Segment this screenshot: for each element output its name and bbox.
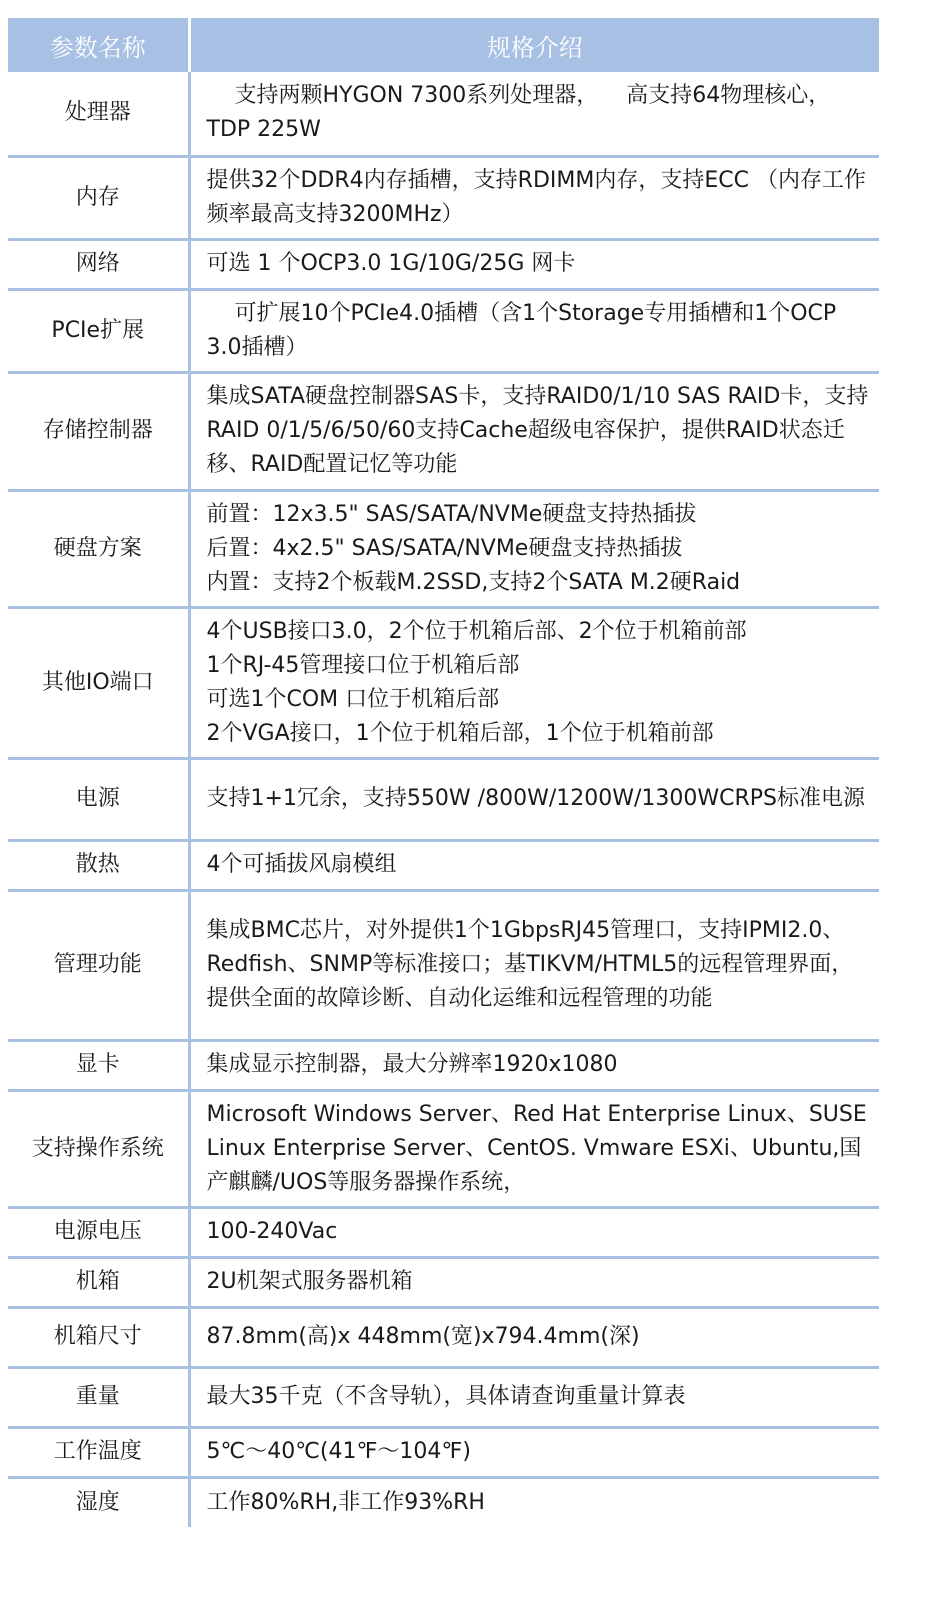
table-row <box>8 156 879 239</box>
param-name-cell: 显卡 <box>8 1040 189 1090</box>
table-row <box>8 1257 879 1307</box>
param-name-cell: 支持操作系统 <box>8 1090 189 1207</box>
param-name-cell: 存储控制器 <box>8 372 189 490</box>
spec-line: 集成SATA硬盘控制器SAS卡，支持RAID0/1/10 SAS RAID卡，支持RAID 0/1/5/6/50/60支持Cache超级电容保护，提供RAID状态迁移、RAID配置记忆等功能 <box>206 384 869 477</box>
spec-line: 可扩展10个PCIe4.0插槽（含1个Storage专用插槽和1个OCP 3.0插槽） <box>206 300 844 360</box>
spec-description-cell <box>189 890 879 1040</box>
table-row <box>8 607 879 758</box>
spec-line: 支持两颗HYGON 7300系列处理器， 高支持64物理核心， TDP 225W <box>206 83 859 143</box>
spec-line: 100-240Vac <box>206 1219 338 1244</box>
spec-description-cell <box>189 1307 879 1367</box>
table-row <box>8 840 879 890</box>
spec-description-cell <box>189 1257 879 1307</box>
spec-line: 集成BMC芯片，对外提供1个1GbpsRJ45管理口，支持IPMI2.0、Redfish、SNMP等标准接口；基TIKVM/HTML5的远程管理界面，提供全面的故障诊断、自动化运维和远程管理的功能 <box>206 918 854 1011</box>
spec-line: 最大35千克（不含导轨），具体请查询重量计算表 <box>206 1384 686 1409</box>
table-row <box>8 490 879 607</box>
param-name-cell: 网络 <box>8 239 189 289</box>
spec-line: 2U机架式服务器机箱 <box>206 1269 413 1294</box>
spec-description-cell <box>189 1207 879 1257</box>
table-row <box>8 1367 879 1427</box>
spec-table-container <box>8 18 879 1527</box>
spec-line: 集成显示控制器，最大分辨率1920x1080 <box>206 1052 618 1077</box>
spec-table <box>8 18 879 1527</box>
spec-line: 可选1个COM 口位于机箱后部 <box>206 686 500 712</box>
spec-description-cell <box>189 289 879 372</box>
table-row <box>8 239 879 289</box>
spec-description-cell <box>189 607 879 758</box>
param-name-cell: 散热 <box>8 840 189 890</box>
spec-description-cell <box>189 1427 879 1477</box>
spec-description-cell <box>189 72 879 156</box>
param-name-cell: 处理器 <box>8 72 189 156</box>
spec-description-cell <box>189 490 879 607</box>
param-name-cell: 硬盘方案 <box>8 490 189 607</box>
spec-line: 1个RJ-45管理接口位于机箱后部 <box>206 652 520 678</box>
param-name-cell: 电源 <box>8 758 189 840</box>
param-name-cell: 工作温度 <box>8 1427 189 1477</box>
param-name-cell: 电源电压 <box>8 1207 189 1257</box>
spec-description-cell <box>189 156 879 239</box>
param-name-cell: 内存 <box>8 156 189 239</box>
spec-line: 前置：12x3.5" SAS/SATA/NVMe硬盘支持热插拔 <box>206 501 697 527</box>
spec-description-cell <box>189 1040 879 1090</box>
spec-line: 5℃～40℃(41℉～104℉) <box>206 1439 471 1464</box>
table-row <box>8 289 879 372</box>
table-row <box>8 372 879 490</box>
param-name-cell: 湿度 <box>8 1477 189 1527</box>
param-name-cell: 机箱 <box>8 1257 189 1307</box>
table-row <box>8 72 879 156</box>
table-row <box>8 1427 879 1477</box>
spec-description-cell <box>189 758 879 840</box>
spec-line: 支持1+1冗余，支持550W /800W/1200W/1300WCRPS标准电源 <box>206 786 866 811</box>
param-name-cell: PCIe扩展 <box>8 289 189 372</box>
table-row <box>8 1477 879 1527</box>
param-name-cell: 重量 <box>8 1367 189 1427</box>
spec-line: 可选 1 个OCP3.0 1G/10G/25G 网卡 <box>206 251 576 276</box>
header-param-name: 参数名称 <box>8 18 189 72</box>
spec-line: 4个USB接口3.0，2个位于机箱后部、2个位于机箱前部 <box>206 618 747 644</box>
spec-description-cell <box>189 840 879 890</box>
table-row <box>8 1207 879 1257</box>
table-row <box>8 1040 879 1090</box>
table-row <box>8 1307 879 1367</box>
table-header-row <box>8 18 879 72</box>
param-name-cell: 机箱尺寸 <box>8 1307 189 1367</box>
table-row <box>8 890 879 1040</box>
spec-description-cell <box>189 239 879 289</box>
spec-line: 87.8mm(高)x 448mm(宽)x794.4mm(深) <box>206 1324 640 1349</box>
table-body <box>8 72 879 1527</box>
spec-description-cell <box>189 1090 879 1207</box>
spec-line: 2个VGA接口，1个位于机箱后部，1个位于机箱前部 <box>206 720 714 746</box>
table-row <box>8 1090 879 1207</box>
spec-line: 工作80%RH,非工作93%RH <box>206 1489 485 1515</box>
spec-description-cell <box>189 1367 879 1427</box>
table-row <box>8 758 879 840</box>
spec-line: 4个可插拔风扇模组 <box>206 852 397 877</box>
spec-line: 提供32个DDR4内存插槽，支持RDIMM内存，支持ECC （内存工作频率最高支持3200MHz） <box>206 167 866 227</box>
spec-line: Microsoft Windows Server、Red Hat Enterprise Linux、SUSE Linux Enterprise Server、CentOS. Vmware ESXi、Ubuntu,国产麒麟/UOS等服务器操作系统， <box>206 1101 874 1195</box>
header-spec-description: 规格介绍 <box>189 18 879 72</box>
spec-line: 内置：支持2个板载M.2SSD,支持2个SATA M.2硬Raid <box>206 569 741 595</box>
param-name-cell: 其他IO端口 <box>8 607 189 758</box>
spec-line: 后置：4x2.5" SAS/SATA/NVMe硬盘支持热插拔 <box>206 535 683 561</box>
param-name-cell: 管理功能 <box>8 890 189 1040</box>
spec-description-cell <box>189 1477 879 1527</box>
spec-description-cell <box>189 372 879 490</box>
